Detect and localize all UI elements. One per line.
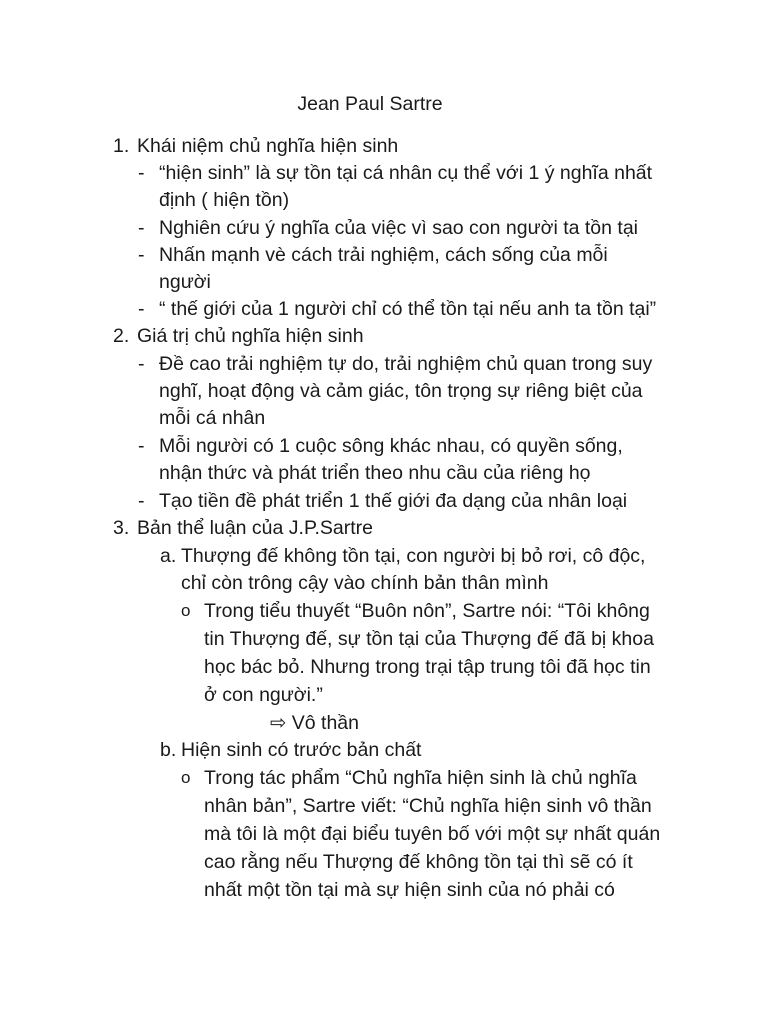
section-2-bullet-1-line-1: Đề cao trải nghiệm tự do, trải nghiệm chủ quan trong suy — [159, 353, 653, 375]
subitem-a-line-2: chỉ còn trông cậy vào chính bản thân mình — [181, 572, 549, 594]
subitem-a-line-1: Thượng đế không tồn tại, con người bị bỏ rơi, cô độc, — [181, 545, 646, 567]
section-2-bullet-3-line-1: Tạo tiền đề phát triển 1 thế giới đa dạng của nhân loại — [159, 490, 628, 512]
section-1-bullet-1-line-1: “hiện sinh” là sự tồn tại cá nhân cụ thể với 1 ý nghĩa nhất — [159, 162, 653, 184]
subitem-b-line-1: Hiện sinh có trước bản chất — [181, 739, 422, 761]
section-2-heading: Giá trị chủ nghĩa hiện sinh — [137, 325, 364, 347]
section-1-bullet-4-marker: - — [138, 298, 145, 320]
subitem-b-point-1-marker: o — [181, 768, 191, 787]
subitem-a-point-1-line-4: ở con người.” — [204, 684, 323, 706]
section-2-bullet-1-line-3: mỗi cá nhân — [159, 407, 266, 429]
subitem-a-point-1-line-2: tin Thượng đế, sự tồn tại của Thượng đế đã bị khoa — [204, 628, 654, 650]
section-1-bullet-4-line-1: “ thế giới của 1 người chỉ có thể tồn tại nếu anh ta tồn tại” — [159, 298, 657, 320]
section-2-marker: 2. — [113, 325, 130, 347]
section-3-marker: 3. — [113, 517, 130, 539]
section-1-bullet-1-line-2: định ( hiện tồn) — [159, 189, 290, 211]
subitem-b-point-1-line-5: nhất một tồn tại mà sự hiện sinh của nó phải có — [204, 879, 615, 901]
subitem-b-point-1-line-4: cao rằng nếu Thượng đế không tồn tại thì sẽ có ít — [204, 851, 633, 873]
section-1-bullet-1-marker: - — [138, 162, 145, 184]
section-2-bullet-3-marker: - — [138, 490, 145, 512]
subitem-b-point-1-line-3: mà tôi là một đại biểu tuyên bố với một sự nhất quán — [204, 823, 661, 845]
subitem-a-marker: a. — [160, 545, 177, 567]
arrow-right-icon: ⇨ — [270, 712, 287, 734]
subitem-a-point-1-line-3: học bác bỏ. Nhưng trong trại tập trung tôi đã học tin — [204, 656, 651, 678]
subitem-b-marker: b. — [160, 739, 177, 761]
section-2-bullet-1-marker: - — [138, 353, 145, 375]
subitem-a-point-1-line-1: Trong tiểu thuyết “Buôn nôn”, Sartre nói: “Tôi không — [204, 600, 650, 622]
conclusion-line — [270, 710, 359, 736]
section-3-heading: Bản thể luận của J.P.Sartre — [137, 517, 373, 539]
section-1-bullet-3-marker: - — [138, 244, 145, 266]
section-2-bullet-2-marker: - — [138, 435, 145, 457]
section-1-marker: 1. — [113, 135, 130, 157]
subitem-b-point-1-line-2: nhân bản”, Sartre viết: “Chủ nghĩa hiện sinh vô thần — [204, 795, 652, 817]
subitem-b-point-1-line-1: Trong tác phẩm “Chủ nghĩa hiện sinh là chủ nghĩa — [204, 767, 637, 789]
conclusion-text: Vô thần — [291, 712, 359, 734]
section-2-bullet-2-line-1: Mỗi người có 1 cuộc sông khác nhau, có quyền sống, — [159, 435, 623, 457]
subitem-a-point-1-marker: o — [181, 601, 191, 620]
document-title: Jean Paul Sartre — [297, 93, 443, 115]
section-1-bullet-2-marker: - — [138, 217, 145, 239]
section-2-bullet-1-line-2: nghĩ, hoạt động và cảm giác, tôn trọng sự riêng biệt của — [159, 380, 643, 402]
section-1-bullet-2-line-1: Nghiên cứu ý nghĩa của việc vì sao con người ta tồn tại — [159, 217, 638, 239]
section-1-bullet-3-line-2: người — [159, 271, 211, 293]
section-1-heading: Khái niệm chủ nghĩa hiện sinh — [137, 135, 399, 157]
section-2-bullet-2-line-2: nhận thức và phát triển theo nhu cầu của riêng họ — [159, 462, 591, 484]
section-1-bullet-3-line-1: Nhấn mạnh vè cách trải nghiệm, cách sống của mỗi — [159, 244, 608, 266]
